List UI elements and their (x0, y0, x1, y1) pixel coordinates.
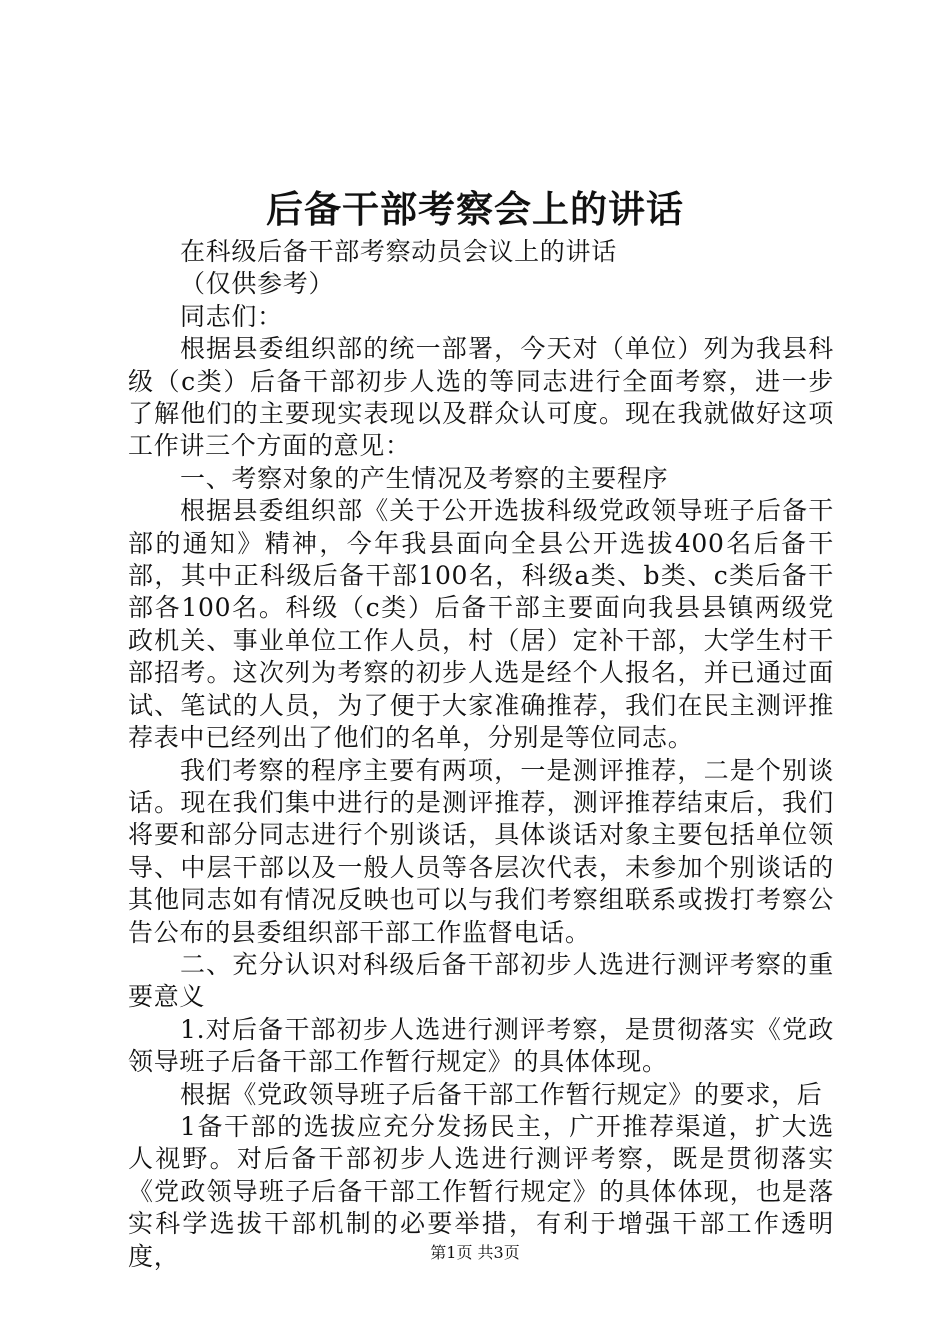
salutation: 同志们： (180, 301, 283, 331)
subtitle-paragraph: 在科级后备干部考察动员会议上的讲话 (180, 237, 617, 266)
document-title: 后备干部考察会上的讲话 (266, 187, 684, 231)
body-paragraph: 根据县委组织部的统一部署，今天对（单位）列为我县科级（c类）后备干部初步人选的等同志进行全面考察，进一步了解他们的主要现实表现以及群众认可度。现在我就做好这项工作讲三个方面的意见： (128, 334, 834, 461)
document-body (128, 236, 834, 1273)
subsection-heading: 1.对后备干部初步人选进行测评考察，是贯彻落实《党政领导班子后备干部工作暂行规定》的具体体现。 (128, 1014, 834, 1077)
section-heading: 二、充分认识对科级后备干部初步人选进行测评考察的重要意义 (128, 949, 834, 1012)
body-paragraph: 根据县委组织部《关于公开选拔科级党政领导班子后备干部的通知》精神，今年我县面向全县公开选拔400名后备干部，其中正科级后备干部100名，科级a类、b类、c类后备干部各100名。科级（c类）后备干部主要面向我县县镇两级党政机关、事业单位工作人员，村（居）定补干部，大学生村干部招考。这次列为考察的初步人选是经个人报名，并已通过面试、笔试的人员，为了便于大家准确推荐，我们在民主测评推荐表中已经列出了他们的名单，分别是等位同志。 (128, 496, 834, 753)
body-paragraph: 我们考察的程序主要有两项，一是测评推荐，二是个别谈话。现在我们集中进行的是测评推荐，测评推荐结束后，我们将要和部分同志进行个别谈话，具体谈话对象主要包括单位领导、中层干部以及一般人员等各层次代表，未参加个别谈话的其他同志如有情况反映也可以与我们考察组联系或拨打考察公告公布的县委组织部干部工作监督电话。 (128, 755, 834, 947)
body-paragraph: 根据《党政领导班子后备干部工作暂行规定》的要求，后 (180, 1079, 823, 1109)
body-paragraph: 1备干部的选拔应充分发扬民主，广开推荐渠道，扩大选人视野。对后备干部初步人选进行测评考察，既是贯彻落实《党政领导班子后备干部工作暂行规定》的具体体现，也是落实科学选拔干部机制的必要举措，有利于增强干部工作透明度， (128, 1111, 834, 1271)
page-number: 第1页 共3页 (430, 1243, 520, 1262)
section-heading: 一、考察对象的产生情况及考察的主要程序 (180, 463, 669, 493)
reference-note: （仅供参考） (180, 269, 335, 299)
